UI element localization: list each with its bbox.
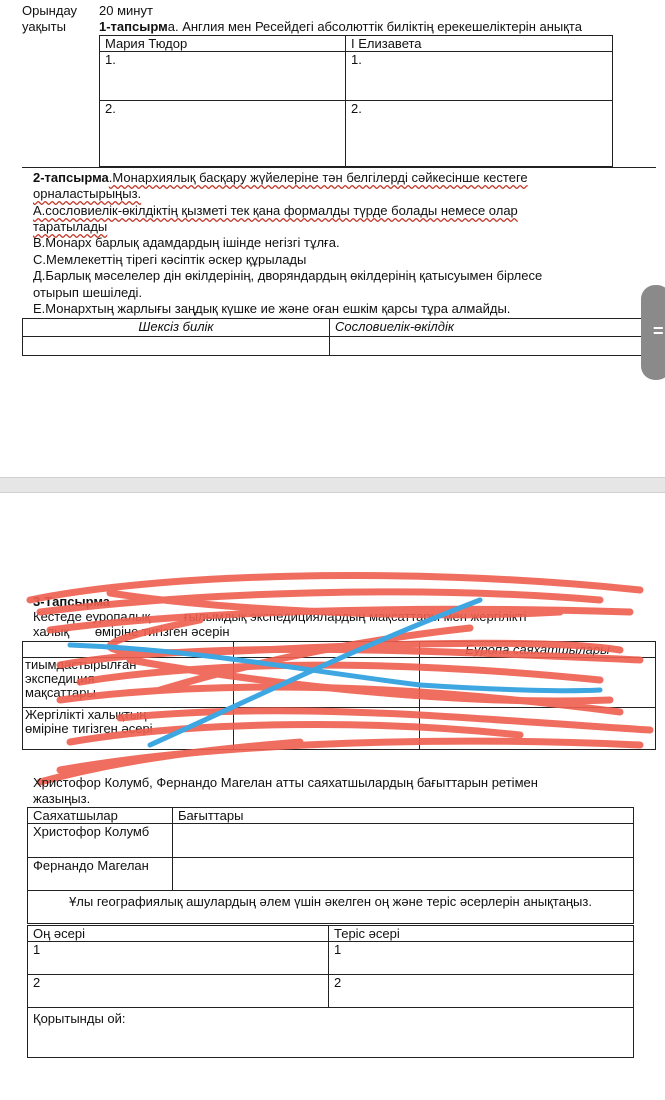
task2-item-d: Д.Барлық мәселелер дін өкілдерінің, дворяндардың өкілдерінің қатысуымен бірлесе: [33, 268, 543, 283]
row-magellan: Фернандо Магелан: [28, 858, 173, 891]
task1-header-elizabeth: І Елизавета: [346, 36, 613, 52]
task3-row-goals: тиымдастырылған экспедиция мақсаттары: [23, 658, 234, 708]
task2-item-a: А.сословиелік-өкілдіктің қызметі тек қана формалды түрде болады немесе олар: [33, 203, 518, 218]
header-absolute-power: Шексіз билік: [23, 319, 330, 337]
positive-cell[interactable]: 2: [28, 975, 329, 1008]
task1-cell[interactable]: 2.: [100, 101, 346, 167]
scrollbar-handle[interactable]: =: [641, 285, 665, 380]
task2-item-d-cont: отырып шешіледі.: [33, 285, 143, 300]
time-value: 20 минут: [99, 3, 153, 18]
effects-table: [27, 925, 634, 1058]
task1-title: 1-тапсырма. Англия мен Ресейдегі абсолюттік биліктің ерекешеліктерін анықта: [99, 19, 582, 34]
header-estate-representative: Сословиелік-өкілдік: [330, 319, 656, 337]
task1-cell[interactable]: 2.: [346, 101, 613, 167]
task2-title-cont: орналастырыңыз.: [33, 186, 142, 201]
time-label: Орындау: [22, 3, 78, 18]
task3-line2: халық өміріне тигізген әсерін: [33, 624, 230, 639]
negative-cell[interactable]: 2: [329, 975, 634, 1008]
task3-col-europe: Еуропа саяхатшылары: [420, 642, 656, 658]
header-positive: Оң әсері: [28, 926, 329, 942]
positive-cell[interactable]: 1: [28, 942, 329, 975]
task1-header-mary: Мария Тюдор: [100, 36, 346, 52]
header-routes: Бағыттары: [173, 808, 634, 824]
task4-instruction-cont: жазыңыз.: [33, 791, 91, 806]
task4-instruction: Христофор Колумб, Фернандо Магелан атты саяхатшылардың бағыттарын ретімен: [33, 775, 538, 790]
task3-line1: Кестеде еуропалық ғылымдық экспедициялардың мақсаттары мен жергілікті: [33, 609, 527, 624]
task1-cell[interactable]: 1.: [100, 52, 346, 101]
task3-row-impact: Жергілікті халықтың өміріне тигізген әсері: [23, 708, 234, 750]
task2-item-a-cont: таратылады: [33, 219, 108, 234]
route-cell[interactable]: [173, 824, 634, 858]
header-travellers: Саяхатшылар: [28, 808, 173, 824]
conclusion-cell[interactable]: Қорытынды ой:: [28, 1008, 634, 1058]
task3-title: 3-Тапсырма: [33, 594, 111, 609]
task4-table: [27, 807, 634, 924]
task2-item-c: С.Мемлекеттің тірегі кәсіптік әскер құрылады: [33, 252, 307, 267]
discovery-prompt: Ұлы географиялық ашулардың әлем үшін әкелген оң және теріс әсерлерін анықтаңыз.: [28, 891, 634, 924]
row-columbus: Христофор Колумб: [28, 824, 173, 858]
header-negative: Теріс әсері: [329, 926, 634, 942]
negative-cell[interactable]: 1: [329, 942, 634, 975]
task1-cell[interactable]: 1.: [346, 52, 613, 101]
route-cell[interactable]: [173, 858, 634, 891]
task2-item-b: В.Монарх барлық адамдардың ішінде негізгі тұлға.: [33, 235, 340, 250]
task2-item-e: Е.Монархтың жарлығы заңдық күшке ие және оған ешкім қарсы тұра алмайды.: [33, 301, 511, 316]
time-label-2: уақыты: [22, 19, 66, 34]
task2-title: 2-тапсырма.Монархиялық басқару жүйелеріне тән белгілерді сәйкесінше кестеге: [33, 170, 528, 185]
